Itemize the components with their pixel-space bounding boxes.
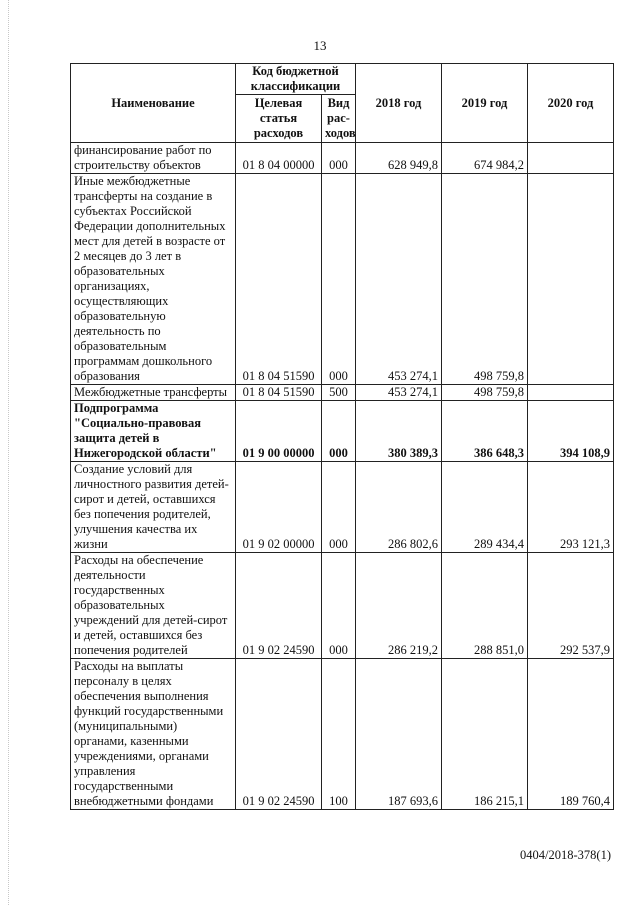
cell-name: Расходы на обеспечение деятельности государственных образовательных учреждений для детей-сирот и детей, оставшихся без попечения родителей (71, 553, 236, 659)
table-row (71, 659, 614, 810)
cell-y2018: 453 274,1 (356, 385, 442, 401)
header-name: Наименование (71, 64, 236, 143)
cell-type: 100 (322, 659, 356, 810)
page-edge-line (8, 0, 10, 905)
header-year-2020: 2020 год (528, 64, 614, 143)
cell-name: Иные межбюджетные трансферты на создание в субъектах Российской Федерации дополнительных мест для детей в возрасте от 2 месяцев до 3 лет в образовательных организациях, осуществляющих образовательную деятельность по образовательным программам дошкольного образования (71, 174, 236, 385)
cell-name: финансирование работ по строительству объектов (71, 143, 236, 174)
cell-y2018: 187 693,6 (356, 659, 442, 810)
cell-y2020: 293 121,3 (528, 462, 614, 553)
document-code: 0404/2018-378(1) (520, 848, 611, 862)
cell-name: Межбюджетные трансферты (71, 385, 236, 401)
cell-y2018: 453 274,1 (356, 174, 442, 385)
cell-target: 01 8 04 00000 (236, 143, 322, 174)
cell-y2020: 189 760,4 (528, 659, 614, 810)
header-code-group: Код бюджетной классификации (236, 64, 356, 95)
cell-y2020: 292 537,9 (528, 553, 614, 659)
cell-y2019: 288 851,0 (442, 553, 528, 659)
cell-y2020 (528, 385, 614, 401)
cell-type: 000 (322, 174, 356, 385)
cell-type: 000 (322, 143, 356, 174)
table-row (71, 385, 614, 401)
header-target-article: Целевая статья расходов (236, 95, 322, 143)
cell-target: 01 9 00 00000 (236, 401, 322, 462)
cell-y2019: 386 648,3 (442, 401, 528, 462)
table-row (71, 462, 614, 553)
cell-y2020: 394 108,9 (528, 401, 614, 462)
cell-type: 500 (322, 385, 356, 401)
cell-y2018: 286 219,2 (356, 553, 442, 659)
cell-name: Расходы на выплаты персоналу в целях обеспечения выполнения функций государственными (муниципальными) органами, казенными учреждениями, органами управления государственными внебюджетными фондами (71, 659, 236, 810)
cell-name: Создание условий для личностного развития детей-сирот и детей, оставшихся без попечения родителей, улучшения качества их жизни (71, 462, 236, 553)
cell-type: 000 (322, 401, 356, 462)
cell-target: 01 9 02 00000 (236, 462, 322, 553)
cell-target: 01 9 02 24590 (236, 659, 322, 810)
cell-y2019: 498 759,8 (442, 385, 528, 401)
page-number: 13 (313, 38, 327, 53)
cell-y2018: 628 949,8 (356, 143, 442, 174)
cell-name: Подпрограмма "Социально-правовая защита детей в Нижегородской области" (71, 401, 236, 462)
cell-target: 01 8 04 51590 (236, 174, 322, 385)
cell-y2019: 498 759,8 (442, 174, 528, 385)
cell-y2018: 286 802,6 (356, 462, 442, 553)
budget-table (70, 63, 614, 810)
header-year-2018: 2018 год (356, 64, 442, 143)
cell-y2019: 289 434,4 (442, 462, 528, 553)
cell-y2018: 380 389,3 (356, 401, 442, 462)
cell-type: 000 (322, 553, 356, 659)
header-expense-type: Вид рас-ходов (322, 95, 356, 143)
cell-y2019: 186 215,1 (442, 659, 528, 810)
header-year-2019: 2019 год (442, 64, 528, 143)
table-row (71, 143, 614, 174)
cell-target: 01 8 04 51590 (236, 385, 322, 401)
cell-type: 000 (322, 462, 356, 553)
cell-y2020 (528, 174, 614, 385)
table-row (71, 401, 614, 462)
cell-target: 01 9 02 24590 (236, 553, 322, 659)
cell-y2020 (528, 143, 614, 174)
cell-y2019: 674 984,2 (442, 143, 528, 174)
table-row (71, 174, 614, 385)
table-row (71, 553, 614, 659)
